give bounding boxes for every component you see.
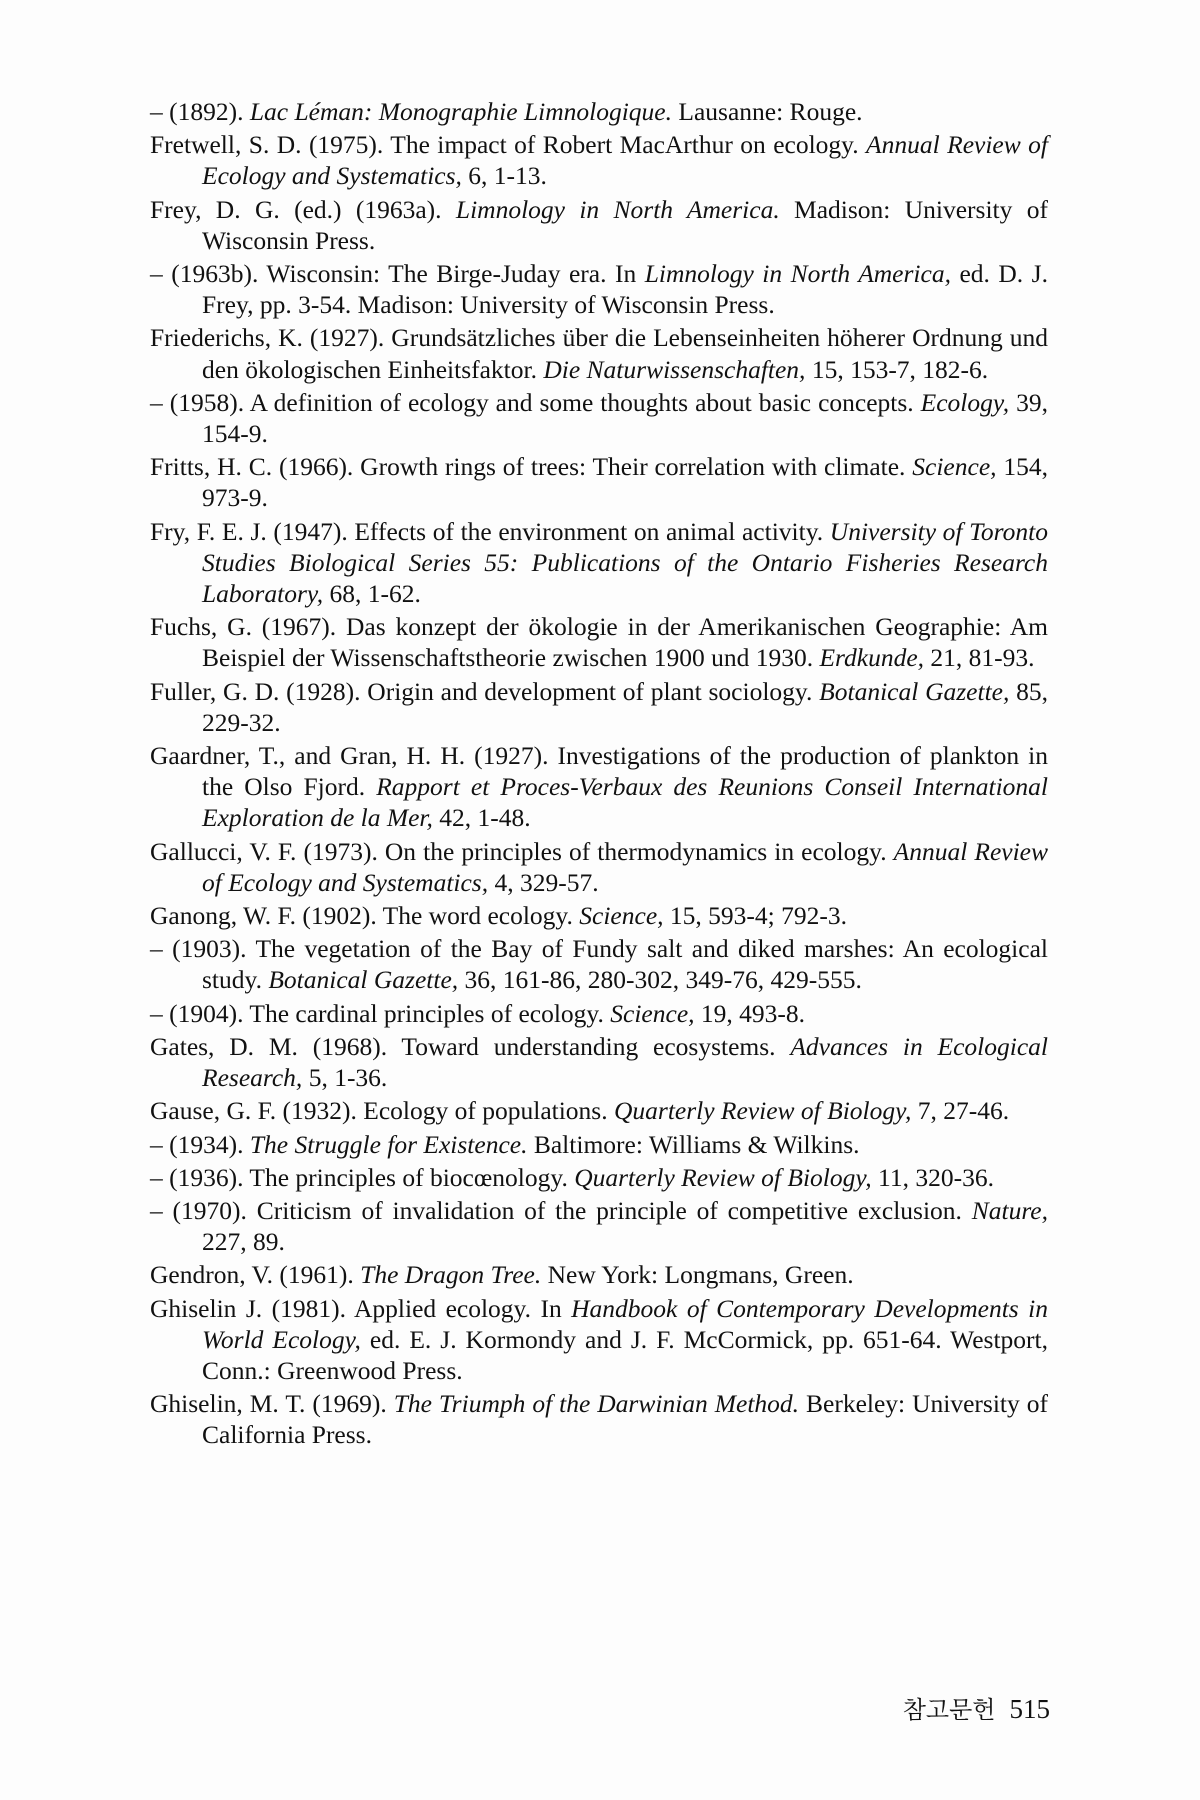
reference-entry [150, 1129, 1048, 1160]
reference-title-italic: Annual Review of Ecology and Systematics, [202, 836, 1048, 897]
reference-text: – (1963b). Wisconsin: The Birge-Juday era. In [150, 259, 645, 289]
reference-text: 68, 1-62. [323, 579, 421, 609]
reference-entry [150, 1259, 1048, 1290]
reference-entry [150, 1162, 1048, 1193]
reference-entry [150, 451, 1048, 513]
reference-entry [150, 194, 1048, 256]
reference-text: – (1934). [150, 1129, 250, 1159]
reference-text: 39, 154-9. [202, 387, 1049, 449]
reference-title-italic: Limnology in North America, [644, 259, 951, 289]
reference-entry [150, 1031, 1048, 1093]
reference-title-italic: Advances in Ecological Research, [202, 1031, 1048, 1093]
reference-text: – (1903). The vegetation of the Bay of Fundy salt and diked marshes: An ecological study. [150, 934, 1048, 995]
reference-title-italic: Nature, [971, 1195, 1048, 1225]
reference-title-italic: Ecology, [920, 387, 1010, 417]
reference-entry [150, 129, 1048, 191]
reference-title-italic: The Triumph of the Darwinian Method. [393, 1389, 800, 1419]
page-number: 515 [1009, 1694, 1050, 1724]
reference-text: Fritts, H. C. (1966). Growth rings of trees: Their correlation with climate. [150, 452, 913, 482]
reference-text: – (1958). A definition of ecology and some thoughts about basic concepts. [150, 387, 921, 417]
reference-text: ed. E. J. Kormondy and J. F. McCormick, pp. 651-64. Westport, Conn.: Greenwood Press. [202, 1324, 1048, 1385]
reference-title-italic: Science, [912, 452, 997, 482]
reference-entry [150, 96, 1048, 127]
reference-text: New York: Longmans, Green. [541, 1260, 854, 1290]
reference-entry [150, 258, 1048, 320]
reference-text: Fuller, G. D. (1928). Origin and development of plant sociology. [150, 676, 820, 706]
reference-text: 227, 89. [202, 1227, 285, 1257]
reference-text: Gallucci, V. F. (1973). On the principles of thermodynamics in ecology. [150, 836, 894, 866]
reference-title-italic: Quarterly Review of Biology, [613, 1096, 912, 1126]
reference-text: – (1904). The cardinal principles of ecology. [150, 998, 611, 1028]
reference-entry [150, 933, 1048, 995]
reference-title-italic: Science, [610, 998, 695, 1028]
reference-entry [150, 516, 1048, 610]
reference-text: 19, 493-8. [694, 998, 806, 1028]
reference-text: Madison: University of Wisconsin Press. [202, 194, 1048, 255]
reference-title-italic: Rapport et Proces-Verbaux des Reunions Conseil International Exploration de la Mer, [202, 772, 1048, 833]
reference-text: 15, 593-4; 792-3. [663, 901, 847, 931]
reference-title-italic: The Dragon Tree. [360, 1260, 542, 1290]
reference-text: Fry, F. E. J. (1947). Effects of the environment on animal activity. [150, 516, 830, 546]
reference-title-italic: Erdkunde, [819, 643, 925, 673]
reference-text: Gaardner, T., and Gran, H. H. (1927). Investigations of the production of plankton in the Olso Fjord. [150, 741, 1048, 802]
reference-entry [150, 998, 1048, 1029]
reference-text: 154, 973-9. [202, 452, 1048, 513]
reference-title-italic: Handbook of Contemporary Developments in World Ecology, [202, 1293, 1048, 1354]
reference-text: 85, 229-32. [202, 676, 1049, 737]
reference-text: Baltimore: Williams & Wilkins. [527, 1129, 860, 1159]
reference-entry [150, 1195, 1048, 1257]
reference-text: 11, 320-36. [871, 1162, 994, 1192]
reference-text: Gendron, V. (1961). [150, 1260, 361, 1290]
reference-entry [150, 322, 1048, 384]
reference-text: Frey, D. G. (ed.) (1963a). [150, 194, 456, 224]
reference-text: 5, 1-36. [302, 1063, 388, 1093]
reference-text: Fuchs, G. (1967). Das konzept der ökologie in der Amerikanischen Geographie: Am Beispiel der Wissenschaftstheorie zwischen 1900 und 1930. [150, 612, 1048, 673]
reference-entry [150, 611, 1048, 673]
reference-text: – (1970). Criticism of invalidation of the principle of competitive exclusion. [150, 1195, 972, 1225]
reference-list [150, 96, 1048, 1453]
reference-title-italic: Botanical Gazette, [268, 965, 459, 995]
reference-entry [150, 836, 1048, 898]
reference-text: 4, 329-57. [488, 867, 599, 897]
reference-text: 6, 1-13. [461, 161, 547, 191]
reference-text: ed. D. J. Frey, pp. 3-54. Madison: University of Wisconsin Press. [202, 259, 1048, 320]
reference-text: Ganong, W. F. (1902). The word ecology. [150, 901, 580, 931]
reference-title-italic: Die Naturwissenschaften, [543, 354, 806, 384]
reference-text: 42, 1-48. [432, 803, 531, 833]
reference-text: Ghiselin J. (1981). Applied ecology. In [150, 1293, 572, 1323]
reference-text: Berkeley: University of California Press. [202, 1389, 1048, 1450]
reference-text: – (1936). The principles of biocœnology. [150, 1162, 575, 1192]
reference-text: 36, 161-86, 280-302, 349-76, 429-555. [458, 965, 862, 995]
reference-entry [150, 1388, 1048, 1450]
reference-text: 7, 27-46. [911, 1096, 1010, 1126]
reference-title-italic: The Struggle for Existence. [249, 1129, 528, 1159]
reference-title-italic: University of Toronto Studies Biological Series 55: Publications of the Ontario Fisheries Research Laboratory, [202, 516, 1048, 609]
reference-text: 15, 153-7, 182-6. [805, 354, 989, 384]
reference-text: 21, 81-93. [924, 643, 1035, 673]
reference-title-italic: Limnology in North America. [455, 194, 780, 224]
reference-text: Lausanne: Rouge. [672, 97, 863, 126]
reference-text: Fretwell, S. D. (1975). The impact of Robert MacArthur on ecology. [150, 130, 867, 160]
reference-entry [150, 1095, 1048, 1126]
reference-title-italic: Quarterly Review of Biology, [574, 1162, 872, 1192]
reference-entry [150, 900, 1048, 931]
reference-text: Gause, G. F. (1932). Ecology of populations. [150, 1096, 614, 1126]
reference-text: Ghiselin, M. T. (1969). [150, 1389, 394, 1419]
reference-text: Gates, D. M. (1968). Toward understanding ecosystems. [150, 1031, 791, 1061]
page-footer [880, 1690, 1050, 1725]
reference-title-italic: Lac Léman: Monographie Limnologique. [249, 97, 673, 126]
reference-title-italic: Science, [579, 901, 664, 931]
reference-title-italic: Annual Review of Ecology and Systematics, [202, 130, 1048, 191]
section-label: 참고문헌 [902, 1696, 996, 1724]
reference-entry [150, 740, 1048, 834]
reference-entry [150, 1293, 1048, 1387]
reference-text: Friederichs, K. (1927). Grundsätzliches über die Lebenseinheiten höherer Ordnung und den ökologischen Einheitsfaktor. [150, 323, 1048, 384]
reference-entry [150, 676, 1048, 738]
reference-entry [150, 387, 1048, 449]
reference-title-italic: Botanical Gazette, [819, 676, 1010, 706]
reference-text: – (1892). [150, 97, 250, 126]
